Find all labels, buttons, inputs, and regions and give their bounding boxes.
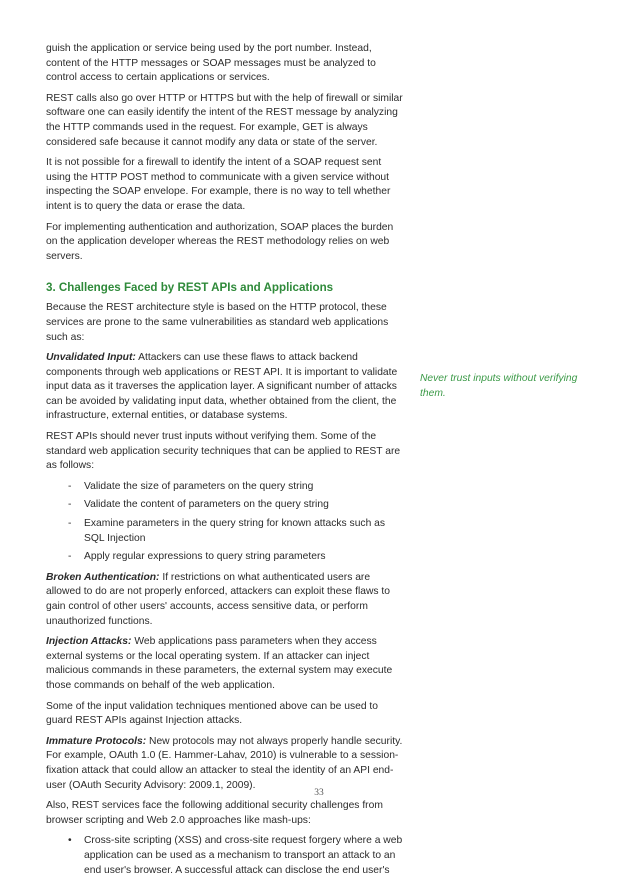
paragraph-never-trust: REST APIs should never trust inputs without verifying them. Some of the standard web application security techniques that can be applied to REST are as follows:: [46, 431, 401, 472]
paragraph-intro: Because the REST architecture style is based on the HTTP protocol, these services are prone to the same vulnerabilities as standard web applications such as:: [46, 302, 389, 343]
text-immature-protocols: New protocols may not always properly handle security. For example, OAuth 1.0 (E. Hammer-Lahav, 2010) is vulnerable to a session-fixation attack that could allow an attacker to steal the identity of an API end-user (OAuth Security Advisory: 2009.1, 2009).: [46, 735, 403, 791]
paragraph-port-number: guish the application or service being used by the port number. Instead, content of the HTTP messages or SOAP messages must be analyzed to control access to certain applications or services.: [46, 43, 376, 84]
main-column: [46, 42, 406, 884]
term-broken-auth: Broken Authentication:: [46, 571, 160, 583]
paragraph-injection-note: Some of the input validation techniques mentioned above can be used to guard REST APIs against Injection attacks.: [46, 700, 379, 727]
challenges-list: [46, 834, 406, 878]
term-immature-protocols: Immature Protocols:: [46, 735, 147, 747]
paragraph-immature-protocols: [46, 735, 406, 793]
list-item: - Validate the size of parameters on the query string: [46, 480, 406, 495]
list-item: - Apply regular expressions to query string parameters: [46, 550, 406, 565]
term-injection: Injection Attacks:: [46, 636, 132, 648]
paragraph-auth: For implementing authentication and authorization, SOAP places the burden on the application developer whereas the REST methodology relies on web servers.: [46, 221, 394, 262]
section-heading: 3. Challenges Faced by REST APIs and Applications: [46, 281, 334, 295]
page-number: 33: [314, 788, 324, 798]
paragraph-broken-auth: [46, 571, 406, 629]
text-unvalidated-input: Attackers can use these flaws to attack backend components through web applications or REST API. It is important to validate input data as it traverses the application layer. A significant number of attacks can be avoided by validating input data, whether obtained from the client, the infrastructure, external entities, or database systems.: [46, 352, 398, 422]
paragraph-unvalidated-input: [46, 351, 406, 424]
term-unvalidated-input: Unvalidated Input:: [46, 352, 136, 364]
paragraph-also: Also, REST services face the following additional security challenges from browser scripting and Web 2.0 approaches like mash-ups:: [46, 800, 383, 826]
list-item: • Cross-site scripting (XSS) and cross-site request forgery where a web application can be used as a mechanism to transport an attack to an end user's browser. A successful attack can disclose the end user's: [46, 834, 406, 878]
validation-list: [46, 480, 406, 565]
paragraph-injection: [46, 635, 406, 693]
list-item: - Validate the content of parameters on the query string: [46, 498, 406, 513]
paragraph-rest-calls: REST calls also go over HTTP or HTTPS but with the help of firewall or similar software one can easily identify the intent of the REST message by analyzing the HTTP commands used in the request. For example, GET is always considered safe because it cannot modify any data or state of the server.: [46, 92, 403, 148]
text-broken-auth: If restrictions on what authenticated users are allowed to do are not properly enforced, attackers can exploit these flaws to gain control of other users' accounts, access sensitive data, or perform unauthorized functions.: [46, 571, 390, 627]
margin-note: Never trust inputs without verifying them.: [420, 373, 578, 399]
text-injection: Web applications pass parameters when they access external systems or the local operating system. If an attacker can inject malicious commands in these parameters, the external system may execute those commands on behalf of the web application.: [46, 636, 393, 691]
paragraph-soap-firewall: It is not possible for a firewall to identify the intent of a SOAP request sent using the HTTP POST method to communicate with a given service without inspecting the SOAP envelope. For example, there is no way to tell whether intent is to query the data or erase the data.: [46, 157, 391, 212]
list-item: - Examine parameters in the query string for known attacks such as SQL Injection: [46, 517, 406, 546]
